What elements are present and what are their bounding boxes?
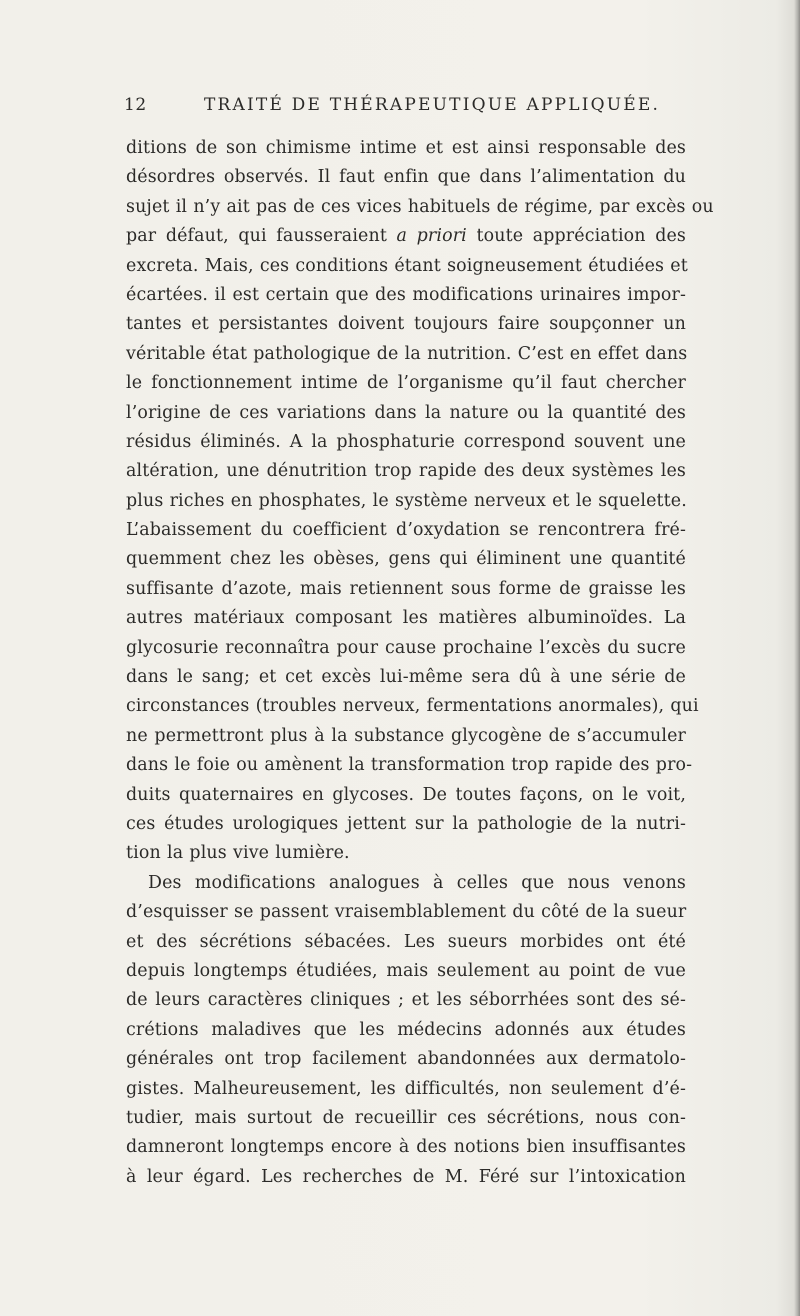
- text-line-with-italic: [126, 222, 686, 251]
- text-line: tantes et persistantes doivent toujours faire soupçonner un: [126, 314, 686, 335]
- text-line: sujet il n’y ait pas de ces vices habituels de régime, par excès ou: [126, 196, 714, 217]
- text-line: écartées. il est certain que des modifications urinaires impor-: [126, 284, 686, 305]
- text-line: tudier, mais surtout de recueillir ces sécrétions, nous con-: [126, 1107, 686, 1128]
- text-line: de leurs caractères cliniques ; et les séborrhées sont des sé-: [126, 990, 686, 1011]
- text-line: plus riches en phosphates, le système nerveux et le squelette.: [126, 490, 687, 511]
- text-line: dans le foie ou amènent la transformation trop rapide des pro-: [126, 755, 693, 776]
- text-line: l’origine de ces variations dans la nature ou la quantité des: [126, 402, 686, 423]
- text-line: dans le sang; et cet excès lui-même sera dû à une série de: [126, 667, 686, 688]
- text-line: ces études urologiques jettent sur la pathologie de la nutri-: [126, 813, 686, 834]
- text-line: d’esquisser se passent vraisemblablement du côté de la sueur: [126, 902, 687, 923]
- text-line: excreta. Mais, ces conditions étant soigneusement étudiées et: [126, 255, 688, 276]
- text-line: ditions de son chimisme intime et est ainsi responsable des: [126, 138, 686, 158]
- text-line-paragraph-start: Des modifications analogues à celles que nous venons: [148, 872, 686, 893]
- text-line: quemment chez les obèses, gens qui éliminent une quantité: [126, 549, 686, 570]
- text-line: duits quaternaires en glycoses. De toutes façons, on le voit,: [126, 784, 686, 805]
- text-line: véritable état pathologique de la nutrition. C’est en effet dans: [126, 343, 688, 364]
- text-line: générales ont trop facilement abandonnées aux dermatolo-: [126, 1049, 686, 1070]
- page-header: [124, 95, 684, 119]
- body-text: [126, 134, 714, 1192]
- text-segment: par défaut, qui fausseraient: [126, 226, 397, 247]
- text-line: glycosurie reconnaîtra pour cause prochaine l’excès du sucre: [126, 637, 686, 658]
- text-line-paragraph-end: tion la plus vive lumière.: [126, 843, 350, 864]
- page-number: 12: [124, 95, 147, 115]
- page-edge-shadow: [794, 0, 800, 1316]
- text-line: résidus éliminés. A la phosphaturie correspond souvent une: [126, 431, 686, 452]
- text-line: suffisante d’azote, mais retiennent sous forme de graisse les: [126, 578, 686, 599]
- text-line: L’abaissement du coefficient d’oxydation se rencontrera fré-: [126, 520, 686, 541]
- text-line: le fonctionnement intime de l’organisme qu’il faut chercher: [126, 373, 686, 394]
- text-line: ne permettront plus à la substance glycogène de s’accumuler: [126, 725, 686, 746]
- text-line: autres matériaux composant les matières albuminoïdes. La: [126, 608, 686, 629]
- text-line: et des sécrétions sébacées. Les sueurs morbides ont été: [126, 931, 686, 952]
- running-title: TRAITÉ DE THÉRAPEUTIQUE APPLIQUÉE.: [204, 95, 661, 115]
- text-line: gistes. Malheureusement, les difficultés, non seulement d’é-: [126, 1078, 686, 1099]
- text-line: depuis longtemps étudiées, mais seulement au point de vue: [126, 960, 686, 981]
- text-line: désordres observés. Il faut enfin que dans l’alimentation du: [126, 167, 686, 188]
- text-line: altération, une dénutrition trop rapide des deux systèmes les: [126, 461, 686, 482]
- text-segment: toute appréciation des: [466, 226, 687, 247]
- italic-phrase: a priori: [396, 226, 467, 247]
- text-line: à leur égard. Les recherches de M. Féré sur l’intoxication: [126, 1166, 686, 1187]
- text-line: damneront longtemps encore à des notions bien insuffisantes: [126, 1137, 686, 1158]
- text-line: circonstances (troubles nerveux, fermentations anormales), qui: [126, 696, 699, 717]
- text-line: crétions maladives que les médecins adonnés aux études: [126, 1019, 686, 1040]
